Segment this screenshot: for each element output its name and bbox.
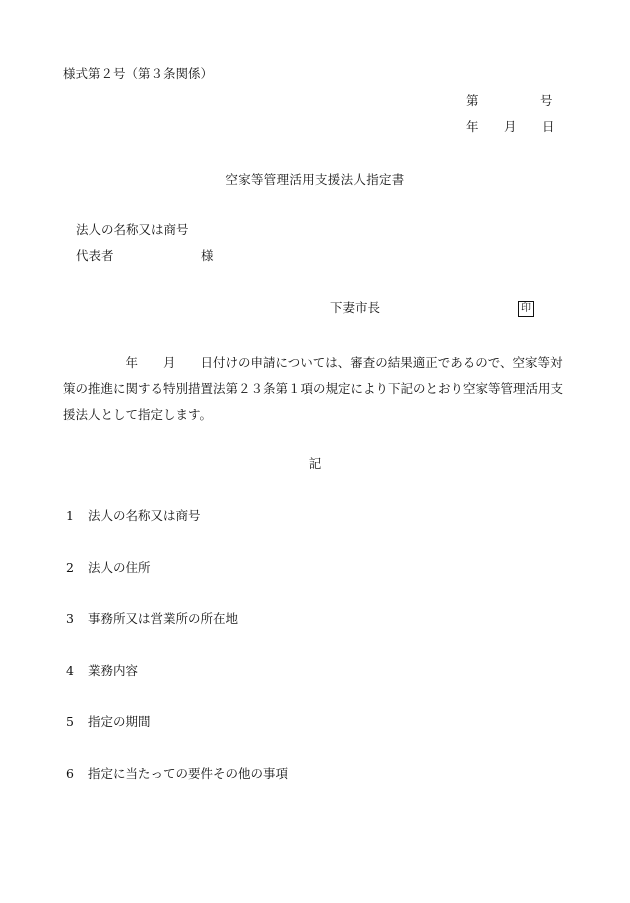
item-number: 5: [66, 714, 74, 729]
item-label: 指定に当たっての要件その他の事項: [88, 766, 289, 781]
representative-label: 代表者: [76, 248, 114, 263]
body-line: 策の推進に関する特別措置法第２３条第１項の規定により下記のとおり空家等管理活用支: [63, 381, 564, 396]
list-item: [66, 665, 138, 678]
item-number: 1: [66, 508, 74, 523]
list-item: [66, 562, 151, 575]
document-title: 空家等管理活用支援法人指定書: [225, 172, 405, 187]
item-number: 6: [66, 766, 74, 781]
item-label: 法人の住所: [88, 560, 151, 575]
list-item: [66, 716, 151, 729]
issuer-title: 下妻市長: [330, 300, 381, 315]
item-number: 3: [66, 611, 74, 626]
ki-heading: 記: [308, 456, 322, 471]
item-number: 2: [66, 560, 74, 575]
list-item: [66, 613, 238, 626]
form-label: 様式第２号（第３条関係）: [63, 66, 214, 81]
body-line: 援法人として指定します。: [63, 407, 213, 422]
list-item: [66, 510, 201, 523]
addressee-name-label: 法人の名称又は商号: [76, 222, 189, 237]
list-item: [66, 768, 288, 781]
item-label: 指定の期間: [88, 714, 151, 729]
item-label: 業務内容: [88, 663, 139, 678]
number-suffix: 号: [540, 93, 553, 108]
seal-mark: 印: [518, 301, 534, 317]
honorific-label: 様: [201, 248, 214, 263]
date-month-label: 月: [504, 119, 517, 134]
item-number: 4: [66, 663, 74, 678]
item-label: 事務所又は営業所の所在地: [88, 611, 239, 626]
number-prefix: 第: [466, 93, 479, 108]
body-paragraph: [63, 350, 576, 428]
date-year-label: 年: [466, 119, 479, 134]
item-label: 法人の名称又は商号: [88, 508, 201, 523]
date-day-label: 日: [542, 119, 555, 134]
body-line: 年 月 日付けの申請については、審査の結果適正であるので、空家等対: [63, 355, 563, 370]
